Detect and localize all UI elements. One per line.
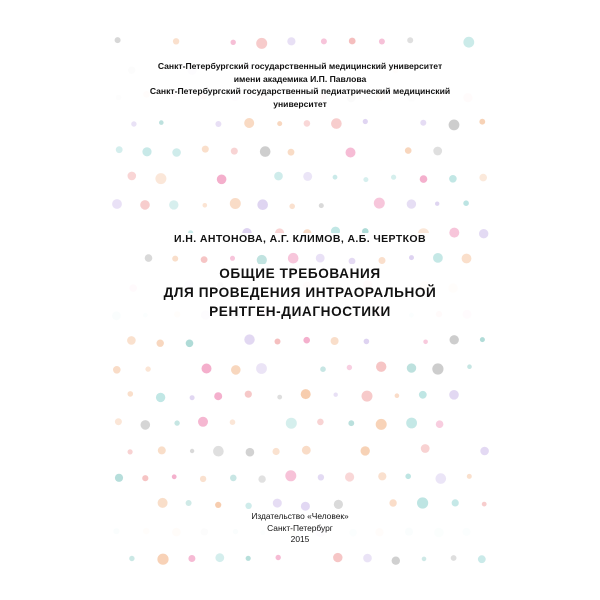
decorative-dot <box>395 393 400 398</box>
decorative-dot <box>302 446 311 455</box>
decorative-dot <box>406 418 417 429</box>
decorative-dot <box>230 419 236 425</box>
decorative-dot <box>301 502 310 511</box>
decorative-dot <box>214 392 222 400</box>
publisher-year: 2015 <box>110 534 490 546</box>
decorative-dot <box>449 120 460 131</box>
decorative-dot <box>333 553 342 562</box>
decorative-dot <box>231 148 238 155</box>
decorative-dot <box>275 339 281 345</box>
decorative-dot <box>334 393 338 397</box>
decorative-dot <box>347 365 352 370</box>
decorative-dot <box>158 446 166 454</box>
publisher-city: Санкт-Петербург <box>110 523 490 535</box>
decorative-dot <box>419 391 427 399</box>
decorative-dot <box>405 474 411 480</box>
decorative-dot <box>174 420 179 425</box>
publisher-name: Издательство «Человек» <box>110 511 490 523</box>
decorative-dot <box>435 202 439 206</box>
institution-line: Санкт-Петербургский государственный медицинский университет <box>110 60 490 73</box>
decorative-dot <box>172 474 177 479</box>
decorative-dot <box>374 198 385 209</box>
decorative-dot <box>318 474 324 480</box>
book-cover <box>110 28 490 573</box>
decorative-dot <box>392 557 400 565</box>
decorative-dot <box>201 256 208 263</box>
decorative-dot <box>260 146 271 157</box>
decorative-dot <box>157 554 168 565</box>
decorative-dot <box>277 121 282 126</box>
decorative-dot <box>140 200 150 210</box>
title-line: РЕНТГЕН-ДИАГНОСТИКИ <box>110 302 490 321</box>
decorative-dot <box>303 172 312 181</box>
decorative-dot <box>258 475 265 482</box>
decorative-dot <box>169 200 178 209</box>
decorative-dot <box>449 175 457 183</box>
decorative-dot <box>301 389 311 399</box>
decorative-dot <box>273 448 280 455</box>
decorative-dot <box>432 363 443 374</box>
decorative-dot <box>376 419 387 430</box>
decorative-dot <box>116 146 123 153</box>
decorative-dot <box>129 556 134 561</box>
decorative-dot <box>417 497 428 508</box>
decorative-dot <box>203 203 208 208</box>
decorative-dot <box>172 256 178 262</box>
decorative-dot <box>190 395 195 400</box>
decorative-dot <box>423 340 428 345</box>
decorative-dot <box>480 447 489 456</box>
institution-line: университет <box>110 98 490 111</box>
decorative-dot <box>407 363 416 372</box>
institution-names <box>110 60 490 110</box>
decorative-dot <box>463 37 474 48</box>
decorative-dot <box>363 119 368 124</box>
decorative-dot <box>131 121 136 126</box>
decorative-dot <box>480 337 485 342</box>
decorative-dot <box>479 174 487 182</box>
decorative-dot <box>407 199 416 208</box>
authors <box>110 233 490 245</box>
decorative-dot <box>277 395 282 400</box>
decorative-dot <box>213 446 224 457</box>
decorative-dot <box>321 38 327 44</box>
decorative-dot <box>112 199 122 209</box>
decorative-dot <box>409 255 414 260</box>
decorative-dot <box>463 200 469 206</box>
decorative-dot <box>115 37 121 43</box>
decorative-dot <box>452 499 459 506</box>
decorative-dot <box>215 553 224 562</box>
decorative-dot <box>186 500 192 506</box>
decorative-dot <box>450 335 459 344</box>
decorative-dot <box>115 474 123 482</box>
decorative-dot <box>467 474 472 479</box>
decorative-dot <box>186 340 194 348</box>
decorative-dot <box>287 37 295 45</box>
decorative-dot <box>215 121 221 127</box>
decorative-dot <box>389 499 396 506</box>
decorative-dot <box>145 366 150 371</box>
decorative-dot <box>331 118 342 129</box>
decorative-dot <box>436 473 447 484</box>
decorative-dot <box>159 120 164 125</box>
decorative-dot <box>128 172 137 181</box>
decorative-dot <box>376 362 386 372</box>
decorative-dot <box>433 147 442 156</box>
decorative-dot <box>231 365 241 375</box>
decorative-dot <box>316 254 325 263</box>
decorative-dot <box>362 391 373 402</box>
decorative-dot <box>288 149 295 156</box>
decorative-dot <box>285 470 296 481</box>
decorative-dot <box>319 203 324 208</box>
decorative-dot <box>127 336 136 345</box>
institution-line: Санкт-Петербургский государственный педиатрический медицинский <box>110 85 490 98</box>
decorative-dot <box>245 391 252 398</box>
title-line: ОБЩИЕ ТРЕБОВАНИЯ <box>110 264 490 283</box>
decorative-dot <box>482 502 487 507</box>
decorative-dot <box>172 148 181 157</box>
decorative-dot <box>421 444 430 453</box>
decorative-dot <box>361 446 370 455</box>
decorative-dot <box>256 363 267 374</box>
decorative-dot <box>320 366 326 372</box>
decorative-dot <box>348 420 354 426</box>
decorative-dot <box>246 556 251 561</box>
book-title <box>110 264 490 321</box>
authors-text: И.Н. АНТОНОВА, А.Г. КЛИМОВ, А.Б. ЧЕРТКОВ <box>171 233 429 245</box>
decorative-dot <box>345 472 354 481</box>
decorative-dot <box>331 337 339 345</box>
decorative-dot <box>257 199 268 210</box>
decorative-dot <box>479 119 485 125</box>
decorative-dot <box>303 337 310 344</box>
decorative-dot <box>349 38 356 45</box>
decorative-dot <box>155 173 166 184</box>
decorative-dot <box>436 420 444 428</box>
decorative-dot <box>128 449 133 454</box>
decorative-dot <box>217 175 227 185</box>
decorative-dot <box>451 555 457 561</box>
decorative-dot <box>200 476 206 482</box>
decorative-dot <box>276 555 281 560</box>
decorative-dot <box>478 555 486 563</box>
decorative-dot <box>420 175 428 183</box>
decorative-dot <box>433 253 443 263</box>
decorative-dot <box>188 555 195 562</box>
decorative-dot <box>231 40 236 45</box>
decorative-dot <box>405 147 412 154</box>
decorative-dot <box>317 419 324 426</box>
decorative-dot <box>286 418 297 429</box>
decorative-dot <box>230 256 235 261</box>
decorative-dot <box>462 254 472 264</box>
decorative-dot <box>142 475 148 481</box>
decorative-dot <box>128 391 134 397</box>
decorative-dot <box>274 172 283 181</box>
decorative-dot <box>420 120 426 126</box>
decorative-dot <box>142 147 151 156</box>
decorative-dot <box>190 449 194 453</box>
decorative-dot <box>364 339 370 345</box>
decorative-dot <box>246 448 255 457</box>
decorative-dot <box>145 254 153 262</box>
decorative-dot <box>202 146 209 153</box>
decorative-dot <box>141 420 151 430</box>
decorative-dot <box>467 364 472 369</box>
decorative-dot <box>363 177 368 182</box>
decorative-dot <box>363 554 372 563</box>
decorative-dot <box>215 502 221 508</box>
decorative-dot <box>304 120 311 127</box>
decorative-dot <box>333 175 338 180</box>
decorative-dot <box>198 417 208 427</box>
institution-line: имени академика И.П. Павлова <box>110 73 490 86</box>
decorative-dot <box>157 340 164 347</box>
decorative-dot <box>256 38 267 49</box>
decorative-dot <box>288 253 299 264</box>
publisher-info <box>110 511 490 546</box>
decorative-dot <box>273 499 282 508</box>
decorative-dot <box>391 175 396 180</box>
decorative-dot <box>334 500 343 509</box>
decorative-dot <box>244 118 254 128</box>
decorative-dot <box>407 37 413 43</box>
decorative-dot <box>113 366 121 374</box>
decorative-dot <box>173 38 179 44</box>
decorative-dot <box>244 334 254 344</box>
decorative-dot <box>449 390 459 400</box>
decorative-dot <box>202 364 212 374</box>
decorative-dot <box>379 39 385 45</box>
decorative-dot <box>230 475 237 482</box>
decorative-dot <box>289 204 295 210</box>
decorative-dot <box>115 418 122 425</box>
decorative-dot <box>378 472 386 480</box>
decorative-dot <box>422 557 427 562</box>
title-line: ДЛЯ ПРОВЕДЕНИЯ ИНТРАОРАЛЬНОЙ <box>110 283 490 302</box>
decorative-dot <box>230 198 241 209</box>
decorative-dot <box>158 498 168 508</box>
decorative-dot <box>379 257 386 264</box>
decorative-dot <box>346 148 356 158</box>
decorative-dot <box>245 503 251 509</box>
decorative-dot <box>156 393 165 402</box>
